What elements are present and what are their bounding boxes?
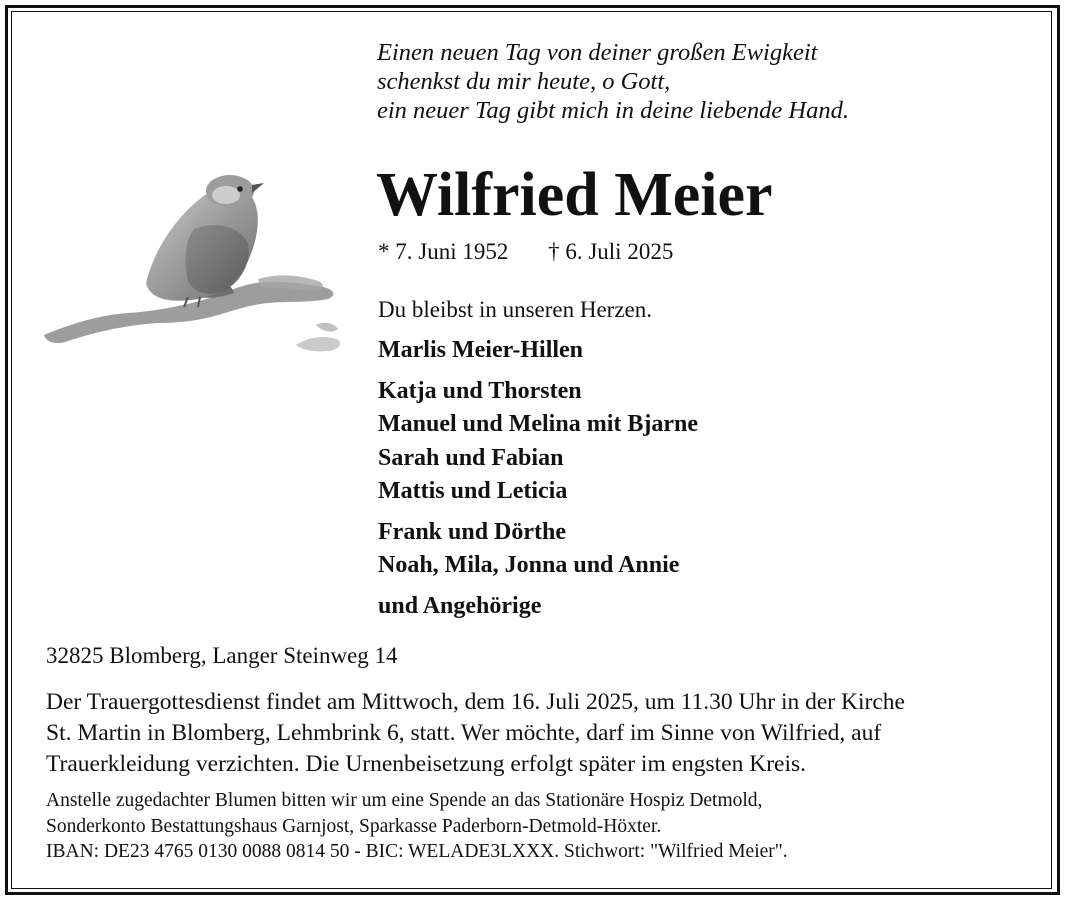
mourner-line: und Angehörige [378, 592, 542, 619]
life-dates [378, 238, 673, 266]
poem-line: Einen neuen Tag von deiner großen Ewigkeit [377, 39, 818, 66]
mourner-line: Manuel und Melina mit Bjarne [378, 411, 699, 437]
mourner-group [378, 334, 698, 368]
farewell-line: Du bleibst in unseren Herzen. [378, 297, 653, 322]
donation-info [46, 788, 788, 865]
donation-line: Sonderkonto Bestattungshaus Garnjost, Sparkasse Paderborn-Detmold-Höxter. [46, 815, 662, 837]
mourner-line: Sarah und Fabian [378, 444, 564, 471]
poem [377, 38, 849, 125]
death-date: † 6. Juli 2025 [548, 239, 674, 264]
service-line: St. Martin in Blomberg, Lehmbrink 6, statt. Wer möchte, darf im Sinne von Wilfried, auf [46, 720, 882, 746]
donation-line: Anstelle zugedachter Blumen bitten wir um eine Spende an das Stationäre Hospiz Detmold, [46, 790, 763, 811]
mourner-line: Mattis und Leticia [378, 478, 568, 504]
poem-line: schenkst du mir heute, o Gott, [377, 68, 671, 95]
mourner-line: Marlis Meier-Hillen [378, 337, 584, 363]
mourner-group [378, 375, 698, 509]
service-line: Trauerkleidung verzichten. Die Urnenbeisetzung erfolgt später im engsten Kreis. [46, 751, 807, 777]
birth-date: * 7. Juni 1952 [378, 239, 509, 264]
deceased-name: Wilfried Meier [376, 161, 773, 229]
mourner-line: Noah, Mila, Jonna und Annie [378, 552, 680, 578]
mourners-list [378, 334, 698, 630]
mourner-line: Katja und Thorsten [378, 377, 582, 404]
family-address: 32825 Blomberg, Langer Steinweg 14 [46, 643, 398, 668]
mourner-line: Frank und Dörthe [378, 518, 567, 545]
poem-line: ein neuer Tag gibt mich in deine liebende Hand. [377, 97, 849, 124]
bird-on-branch-icon [38, 165, 378, 360]
mourner-group [378, 590, 698, 624]
mourner-group [378, 516, 698, 583]
service-line: Der Trauergottesdienst findet am Mittwoch, dem 16. Juli 2025, um 11.30 Uhr in der Kirche [46, 689, 905, 715]
service-info [46, 687, 905, 780]
donation-line: IBAN: DE23 4765 0130 0088 0814 50 - BIC: WELADE3LXXX. Stichwort: "Wilfried Meier". [46, 841, 788, 862]
